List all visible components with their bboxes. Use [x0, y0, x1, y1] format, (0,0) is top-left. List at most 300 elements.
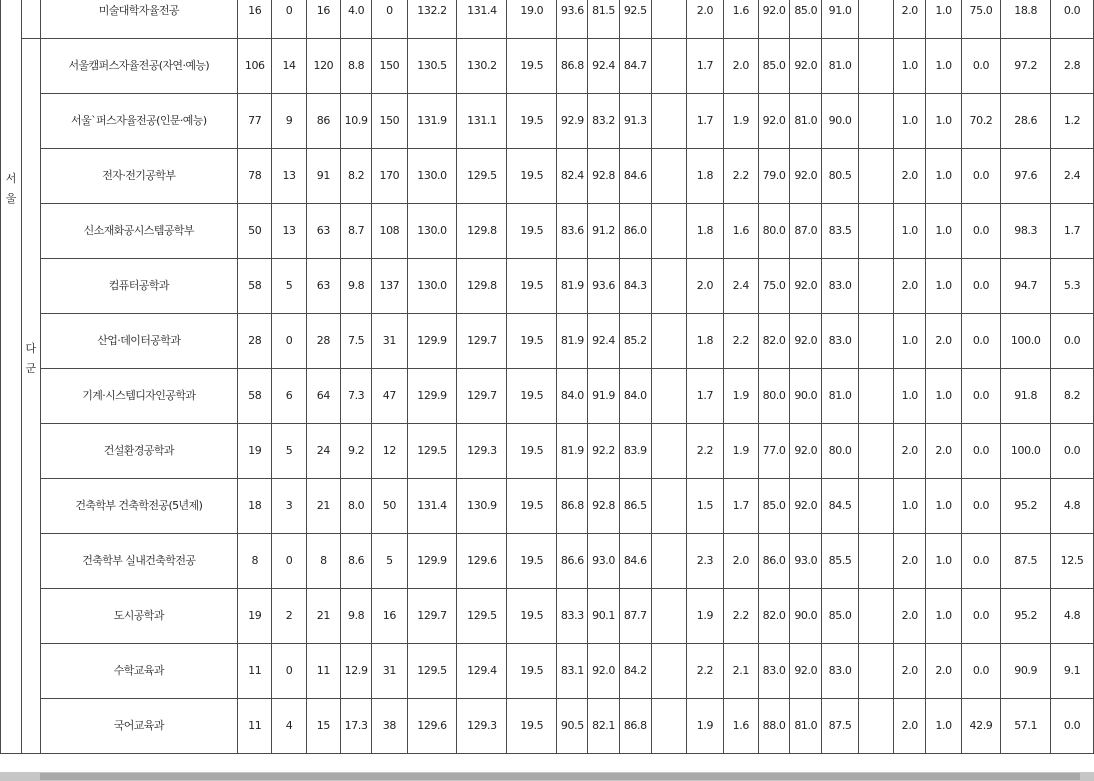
- data-cell: 80.0: [758, 204, 789, 259]
- data-cell: 0.0: [961, 314, 1001, 369]
- data-cell: [858, 699, 893, 754]
- table-row: [1, 589, 1094, 644]
- data-cell: 86.8: [557, 39, 588, 94]
- data-cell: 91.0: [822, 0, 858, 39]
- data-cell: 1.2: [1051, 94, 1094, 149]
- data-cell: [651, 149, 686, 204]
- data-cell: 1.0: [926, 479, 961, 534]
- data-cell: 100.0: [1001, 424, 1051, 479]
- data-cell: 8.2: [1051, 369, 1094, 424]
- data-cell: 8: [306, 534, 340, 589]
- data-cell: 150: [372, 94, 407, 149]
- data-cell: 93.6: [557, 0, 588, 39]
- data-cell: 63: [306, 259, 340, 314]
- data-cell: 2.0: [894, 644, 926, 699]
- data-cell: 1.5: [687, 479, 723, 534]
- data-cell: 19: [238, 589, 272, 644]
- data-cell: 0.0: [1051, 424, 1094, 479]
- data-cell: [858, 94, 893, 149]
- data-cell: 19.5: [507, 644, 557, 699]
- data-cell: 92.9: [557, 94, 588, 149]
- data-cell: [651, 424, 686, 479]
- data-cell: 1.9: [687, 589, 723, 644]
- data-cell: 2.0: [894, 0, 926, 39]
- data-cell: 4.0: [341, 0, 372, 39]
- data-cell: 92.0: [790, 149, 822, 204]
- data-cell: [858, 149, 893, 204]
- department-name: 산업·데이터공학과: [40, 314, 238, 369]
- data-cell: [651, 39, 686, 94]
- data-cell: 5.3: [1051, 259, 1094, 314]
- scrollbar-thumb[interactable]: [40, 773, 1080, 780]
- data-cell: 1.7: [687, 39, 723, 94]
- data-cell: 2.2: [687, 424, 723, 479]
- group-cell-top: [21, 0, 40, 39]
- data-cell: 86.6: [557, 534, 588, 589]
- data-cell: 2.0: [687, 259, 723, 314]
- data-cell: [651, 699, 686, 754]
- data-cell: 80.0: [822, 424, 858, 479]
- data-cell: 17.3: [341, 699, 372, 754]
- data-cell: 2.0: [926, 424, 961, 479]
- data-cell: 129.7: [457, 314, 507, 369]
- data-cell: [651, 204, 686, 259]
- data-cell: 5: [272, 424, 306, 479]
- data-cell: [858, 204, 893, 259]
- data-cell: 85.0: [758, 39, 789, 94]
- data-cell: 3: [272, 479, 306, 534]
- department-name: 서울`퍼스자율전공(인문·예능): [40, 94, 238, 149]
- data-cell: 19.5: [507, 149, 557, 204]
- data-cell: 129.5: [407, 644, 457, 699]
- data-cell: 19.5: [507, 259, 557, 314]
- data-cell: 78: [238, 149, 272, 204]
- department-name: 미술대학자율전공: [40, 0, 238, 39]
- data-cell: 2.0: [926, 314, 961, 369]
- data-cell: 80.5: [822, 149, 858, 204]
- data-cell: 81.9: [557, 424, 588, 479]
- data-cell: 90.0: [822, 94, 858, 149]
- data-cell: 31: [372, 644, 407, 699]
- data-cell: 83.0: [822, 644, 858, 699]
- data-cell: 1.0: [894, 204, 926, 259]
- data-cell: 131.9: [407, 94, 457, 149]
- table-row: [1, 314, 1094, 369]
- data-cell: 0.0: [961, 424, 1001, 479]
- data-cell: 82.4: [557, 149, 588, 204]
- data-cell: 9.2: [341, 424, 372, 479]
- data-cell: 92.4: [588, 314, 619, 369]
- data-cell: 0.0: [1051, 314, 1094, 369]
- data-cell: [858, 259, 893, 314]
- data-cell: 87.0: [790, 204, 822, 259]
- data-cell: 11: [238, 644, 272, 699]
- data-cell: [858, 479, 893, 534]
- data-cell: 1.0: [894, 479, 926, 534]
- department-name: 컴퓨터공학과: [40, 259, 238, 314]
- data-cell: 129.3: [457, 699, 507, 754]
- data-cell: 1.9: [723, 94, 758, 149]
- data-cell: 13: [272, 204, 306, 259]
- data-cell: 0.0: [961, 259, 1001, 314]
- data-cell: 2.2: [723, 149, 758, 204]
- data-cell: 131.4: [457, 0, 507, 39]
- data-cell: 93.6: [588, 259, 619, 314]
- data-cell: 19.5: [507, 39, 557, 94]
- data-cell: 95.2: [1001, 479, 1051, 534]
- data-cell: 2.0: [894, 424, 926, 479]
- department-name: 도시공학과: [40, 589, 238, 644]
- data-cell: 8.2: [341, 149, 372, 204]
- data-cell: 12: [372, 424, 407, 479]
- table-row: [1, 0, 1094, 39]
- department-name: 서울캠퍼스자율전공(자연·예능): [40, 39, 238, 94]
- data-cell: 90.0: [790, 589, 822, 644]
- data-cell: 1.8: [687, 149, 723, 204]
- group-cell: [21, 39, 40, 754]
- table-row: [1, 39, 1094, 94]
- data-cell: 81.9: [557, 314, 588, 369]
- data-cell: 98.3: [1001, 204, 1051, 259]
- data-cell: 150: [372, 39, 407, 94]
- data-cell: 97.2: [1001, 39, 1051, 94]
- data-cell: [651, 0, 686, 39]
- data-cell: 1.0: [894, 94, 926, 149]
- data-cell: 2.2: [687, 644, 723, 699]
- data-cell: 91: [306, 149, 340, 204]
- data-cell: 2.0: [894, 149, 926, 204]
- data-cell: 130.0: [407, 259, 457, 314]
- data-cell: 1.7: [723, 479, 758, 534]
- data-cell: 130.0: [407, 204, 457, 259]
- data-cell: 11: [306, 644, 340, 699]
- data-cell: 87.5: [1001, 534, 1051, 589]
- data-cell: 77.0: [758, 424, 789, 479]
- data-cell: 170: [372, 149, 407, 204]
- data-cell: 38: [372, 699, 407, 754]
- data-cell: 1.6: [723, 204, 758, 259]
- data-cell: 5: [372, 534, 407, 589]
- data-cell: 1.0: [926, 149, 961, 204]
- data-cell: 18.8: [1001, 0, 1051, 39]
- data-cell: 92.8: [588, 149, 619, 204]
- data-cell: 21: [306, 589, 340, 644]
- data-cell: 129.4: [457, 644, 507, 699]
- data-cell: 84.0: [619, 369, 651, 424]
- data-cell: 92.4: [588, 39, 619, 94]
- data-cell: 1.9: [687, 699, 723, 754]
- data-cell: 83.9: [619, 424, 651, 479]
- data-cell: 83.0: [822, 314, 858, 369]
- table-row: [1, 204, 1094, 259]
- data-cell: 92.0: [790, 644, 822, 699]
- data-cell: 16: [306, 0, 340, 39]
- data-cell: 7.5: [341, 314, 372, 369]
- data-cell: 2.3: [687, 534, 723, 589]
- data-cell: 9.1: [1051, 644, 1094, 699]
- data-cell: 0: [272, 0, 306, 39]
- data-cell: 12.5: [1051, 534, 1094, 589]
- data-cell: 0.0: [961, 149, 1001, 204]
- data-cell: 58: [238, 259, 272, 314]
- data-cell: 0: [272, 314, 306, 369]
- data-cell: 1.8: [687, 204, 723, 259]
- data-cell: [858, 39, 893, 94]
- data-cell: [651, 314, 686, 369]
- data-cell: 86.8: [619, 699, 651, 754]
- data-cell: 81.0: [790, 699, 822, 754]
- data-cell: 91.8: [1001, 369, 1051, 424]
- data-cell: 31: [372, 314, 407, 369]
- department-name: 건설환경공학과: [40, 424, 238, 479]
- department-name: 기계·시스템디자인공학과: [40, 369, 238, 424]
- data-cell: 50: [372, 479, 407, 534]
- data-cell: 81.0: [790, 94, 822, 149]
- data-cell: 81.5: [588, 0, 619, 39]
- data-cell: [651, 479, 686, 534]
- data-cell: 19.5: [507, 479, 557, 534]
- region-cell: [1, 0, 22, 754]
- region-label: 서울: [5, 172, 16, 205]
- data-cell: 91.9: [588, 369, 619, 424]
- data-cell: 0.0: [961, 369, 1001, 424]
- data-cell: 130.2: [457, 39, 507, 94]
- data-cell: 6: [272, 369, 306, 424]
- data-cell: 1.7: [687, 94, 723, 149]
- data-cell: 130.5: [407, 39, 457, 94]
- data-cell: 14: [272, 39, 306, 94]
- data-cell: 83.5: [822, 204, 858, 259]
- data-cell: 9: [272, 94, 306, 149]
- data-cell: 2.2: [723, 589, 758, 644]
- data-cell: 19.5: [507, 94, 557, 149]
- data-cell: 92.0: [588, 644, 619, 699]
- data-cell: 129.5: [407, 424, 457, 479]
- data-cell: 92.0: [758, 0, 789, 39]
- data-cell: 86.0: [758, 534, 789, 589]
- data-cell: 1.0: [926, 534, 961, 589]
- data-cell: [651, 94, 686, 149]
- data-cell: 129.5: [457, 589, 507, 644]
- data-cell: 106: [238, 39, 272, 94]
- data-cell: 93.0: [790, 534, 822, 589]
- data-cell: 2.0: [894, 259, 926, 314]
- data-cell: 19.5: [507, 534, 557, 589]
- data-cell: 84.0: [557, 369, 588, 424]
- data-cell: 81.0: [822, 39, 858, 94]
- data-cell: 92.0: [790, 259, 822, 314]
- data-cell: 82.0: [758, 589, 789, 644]
- data-cell: 1.7: [1051, 204, 1094, 259]
- data-cell: 92.0: [758, 94, 789, 149]
- data-cell: 129.6: [407, 699, 457, 754]
- data-cell: 84.7: [619, 39, 651, 94]
- data-cell: 58: [238, 369, 272, 424]
- data-cell: 129.6: [457, 534, 507, 589]
- data-cell: 9.8: [341, 259, 372, 314]
- data-cell: 1.0: [926, 369, 961, 424]
- data-cell: 0.0: [1051, 699, 1094, 754]
- data-cell: [858, 644, 893, 699]
- data-cell: 1.6: [723, 699, 758, 754]
- data-cell: 129.8: [457, 204, 507, 259]
- data-cell: 0: [372, 0, 407, 39]
- data-cell: 92.0: [790, 479, 822, 534]
- data-cell: 95.2: [1001, 589, 1051, 644]
- data-cell: 47: [372, 369, 407, 424]
- data-cell: 97.6: [1001, 149, 1051, 204]
- department-name: 국어교육과: [40, 699, 238, 754]
- data-cell: 2.4: [723, 259, 758, 314]
- data-cell: 92.0: [790, 39, 822, 94]
- data-cell: 8.8: [341, 39, 372, 94]
- data-cell: 86.0: [619, 204, 651, 259]
- data-cell: 87.5: [822, 699, 858, 754]
- data-cell: 19.5: [507, 424, 557, 479]
- data-cell: 130.0: [407, 149, 457, 204]
- data-cell: 131.1: [457, 94, 507, 149]
- data-cell: 1.0: [926, 204, 961, 259]
- data-cell: 108: [372, 204, 407, 259]
- data-cell: 1.8: [687, 314, 723, 369]
- data-cell: 16: [238, 0, 272, 39]
- data-cell: 2.0: [926, 644, 961, 699]
- data-cell: 90.5: [557, 699, 588, 754]
- data-cell: 94.7: [1001, 259, 1051, 314]
- data-cell: 82.0: [758, 314, 789, 369]
- data-cell: 1.9: [723, 424, 758, 479]
- data-cell: 1.9: [723, 369, 758, 424]
- data-cell: 2.0: [894, 589, 926, 644]
- data-cell: 16: [372, 589, 407, 644]
- data-cell: 1.0: [926, 0, 961, 39]
- data-cell: 1.0: [926, 39, 961, 94]
- data-cell: 85.2: [619, 314, 651, 369]
- table-row: [1, 369, 1094, 424]
- data-cell: 83.3: [557, 589, 588, 644]
- data-cell: 83.2: [588, 94, 619, 149]
- data-cell: 0: [272, 534, 306, 589]
- data-cell: 7.3: [341, 369, 372, 424]
- data-cell: 28.6: [1001, 94, 1051, 149]
- data-cell: 18: [238, 479, 272, 534]
- data-cell: 77: [238, 94, 272, 149]
- data-cell: 63: [306, 204, 340, 259]
- data-cell: 1.0: [894, 39, 926, 94]
- data-cell: 81.0: [822, 369, 858, 424]
- data-cell: [651, 534, 686, 589]
- horizontal-scrollbar[interactable]: [0, 772, 1094, 781]
- data-cell: 92.2: [588, 424, 619, 479]
- data-cell: 2: [272, 589, 306, 644]
- data-cell: 1.0: [926, 259, 961, 314]
- data-cell: 2.2: [723, 314, 758, 369]
- data-cell: [858, 534, 893, 589]
- data-cell: 84.6: [619, 149, 651, 204]
- data-cell: 129.9: [407, 534, 457, 589]
- data-cell: [651, 259, 686, 314]
- data-cell: 12.9: [341, 644, 372, 699]
- data-cell: 8: [238, 534, 272, 589]
- data-cell: 19.5: [507, 314, 557, 369]
- data-cell: 92.5: [619, 0, 651, 39]
- data-cell: 81.9: [557, 259, 588, 314]
- data-cell: 19.5: [507, 204, 557, 259]
- data-cell: 83.0: [758, 644, 789, 699]
- data-cell: 2.0: [894, 699, 926, 754]
- data-cell: 8.6: [341, 534, 372, 589]
- table-row: [1, 149, 1094, 204]
- data-cell: [858, 589, 893, 644]
- data-cell: 19.5: [507, 369, 557, 424]
- data-cell: 90.0: [790, 369, 822, 424]
- data-cell: 92.0: [790, 424, 822, 479]
- data-cell: 2.0: [723, 39, 758, 94]
- data-cell: 129.7: [407, 589, 457, 644]
- data-cell: 129.9: [407, 314, 457, 369]
- data-cell: 91.2: [588, 204, 619, 259]
- data-cell: [858, 369, 893, 424]
- data-cell: 13: [272, 149, 306, 204]
- data-cell: 28: [238, 314, 272, 369]
- data-cell: 70.2: [961, 94, 1001, 149]
- data-cell: 24: [306, 424, 340, 479]
- data-cell: 8.0: [341, 479, 372, 534]
- data-cell: 120: [306, 39, 340, 94]
- data-cell: 1.0: [926, 589, 961, 644]
- data-cell: 1.6: [723, 0, 758, 39]
- data-cell: 88.0: [758, 699, 789, 754]
- data-cell: 129.5: [457, 149, 507, 204]
- data-cell: 75.0: [961, 0, 1001, 39]
- data-cell: 86.8: [557, 479, 588, 534]
- data-cell: 84.3: [619, 259, 651, 314]
- department-name: 건축학부 실내건축학전공: [40, 534, 238, 589]
- data-cell: 1.0: [926, 699, 961, 754]
- data-cell: 2.0: [687, 0, 723, 39]
- data-cell: 64: [306, 369, 340, 424]
- data-cell: 92.8: [588, 479, 619, 534]
- table-row: [1, 534, 1094, 589]
- data-cell: 1.7: [687, 369, 723, 424]
- data-cell: 92.0: [790, 314, 822, 369]
- data-cell: 0.0: [961, 39, 1001, 94]
- department-name: 전자·전기공학부: [40, 149, 238, 204]
- data-cell: 83.0: [822, 259, 858, 314]
- data-cell: 0.0: [961, 644, 1001, 699]
- data-cell: 1.0: [894, 314, 926, 369]
- data-cell: [858, 424, 893, 479]
- data-cell: 0.0: [961, 479, 1001, 534]
- data-cell: 10.9: [341, 94, 372, 149]
- data-cell: [651, 589, 686, 644]
- data-cell: 19.5: [507, 699, 557, 754]
- data-cell: 85.0: [822, 589, 858, 644]
- data-cell: 19: [238, 424, 272, 479]
- data-cell: 2.1: [723, 644, 758, 699]
- data-cell: [651, 644, 686, 699]
- data-cell: 21: [306, 479, 340, 534]
- table-row: [1, 424, 1094, 479]
- data-cell: 42.9: [961, 699, 1001, 754]
- data-cell: 28: [306, 314, 340, 369]
- table-body: [1, 0, 1094, 754]
- data-cell: 2.0: [723, 534, 758, 589]
- data-cell: 85.0: [790, 0, 822, 39]
- data-cell: 129.3: [457, 424, 507, 479]
- data-cell: 0.0: [961, 589, 1001, 644]
- data-cell: 19.5: [507, 589, 557, 644]
